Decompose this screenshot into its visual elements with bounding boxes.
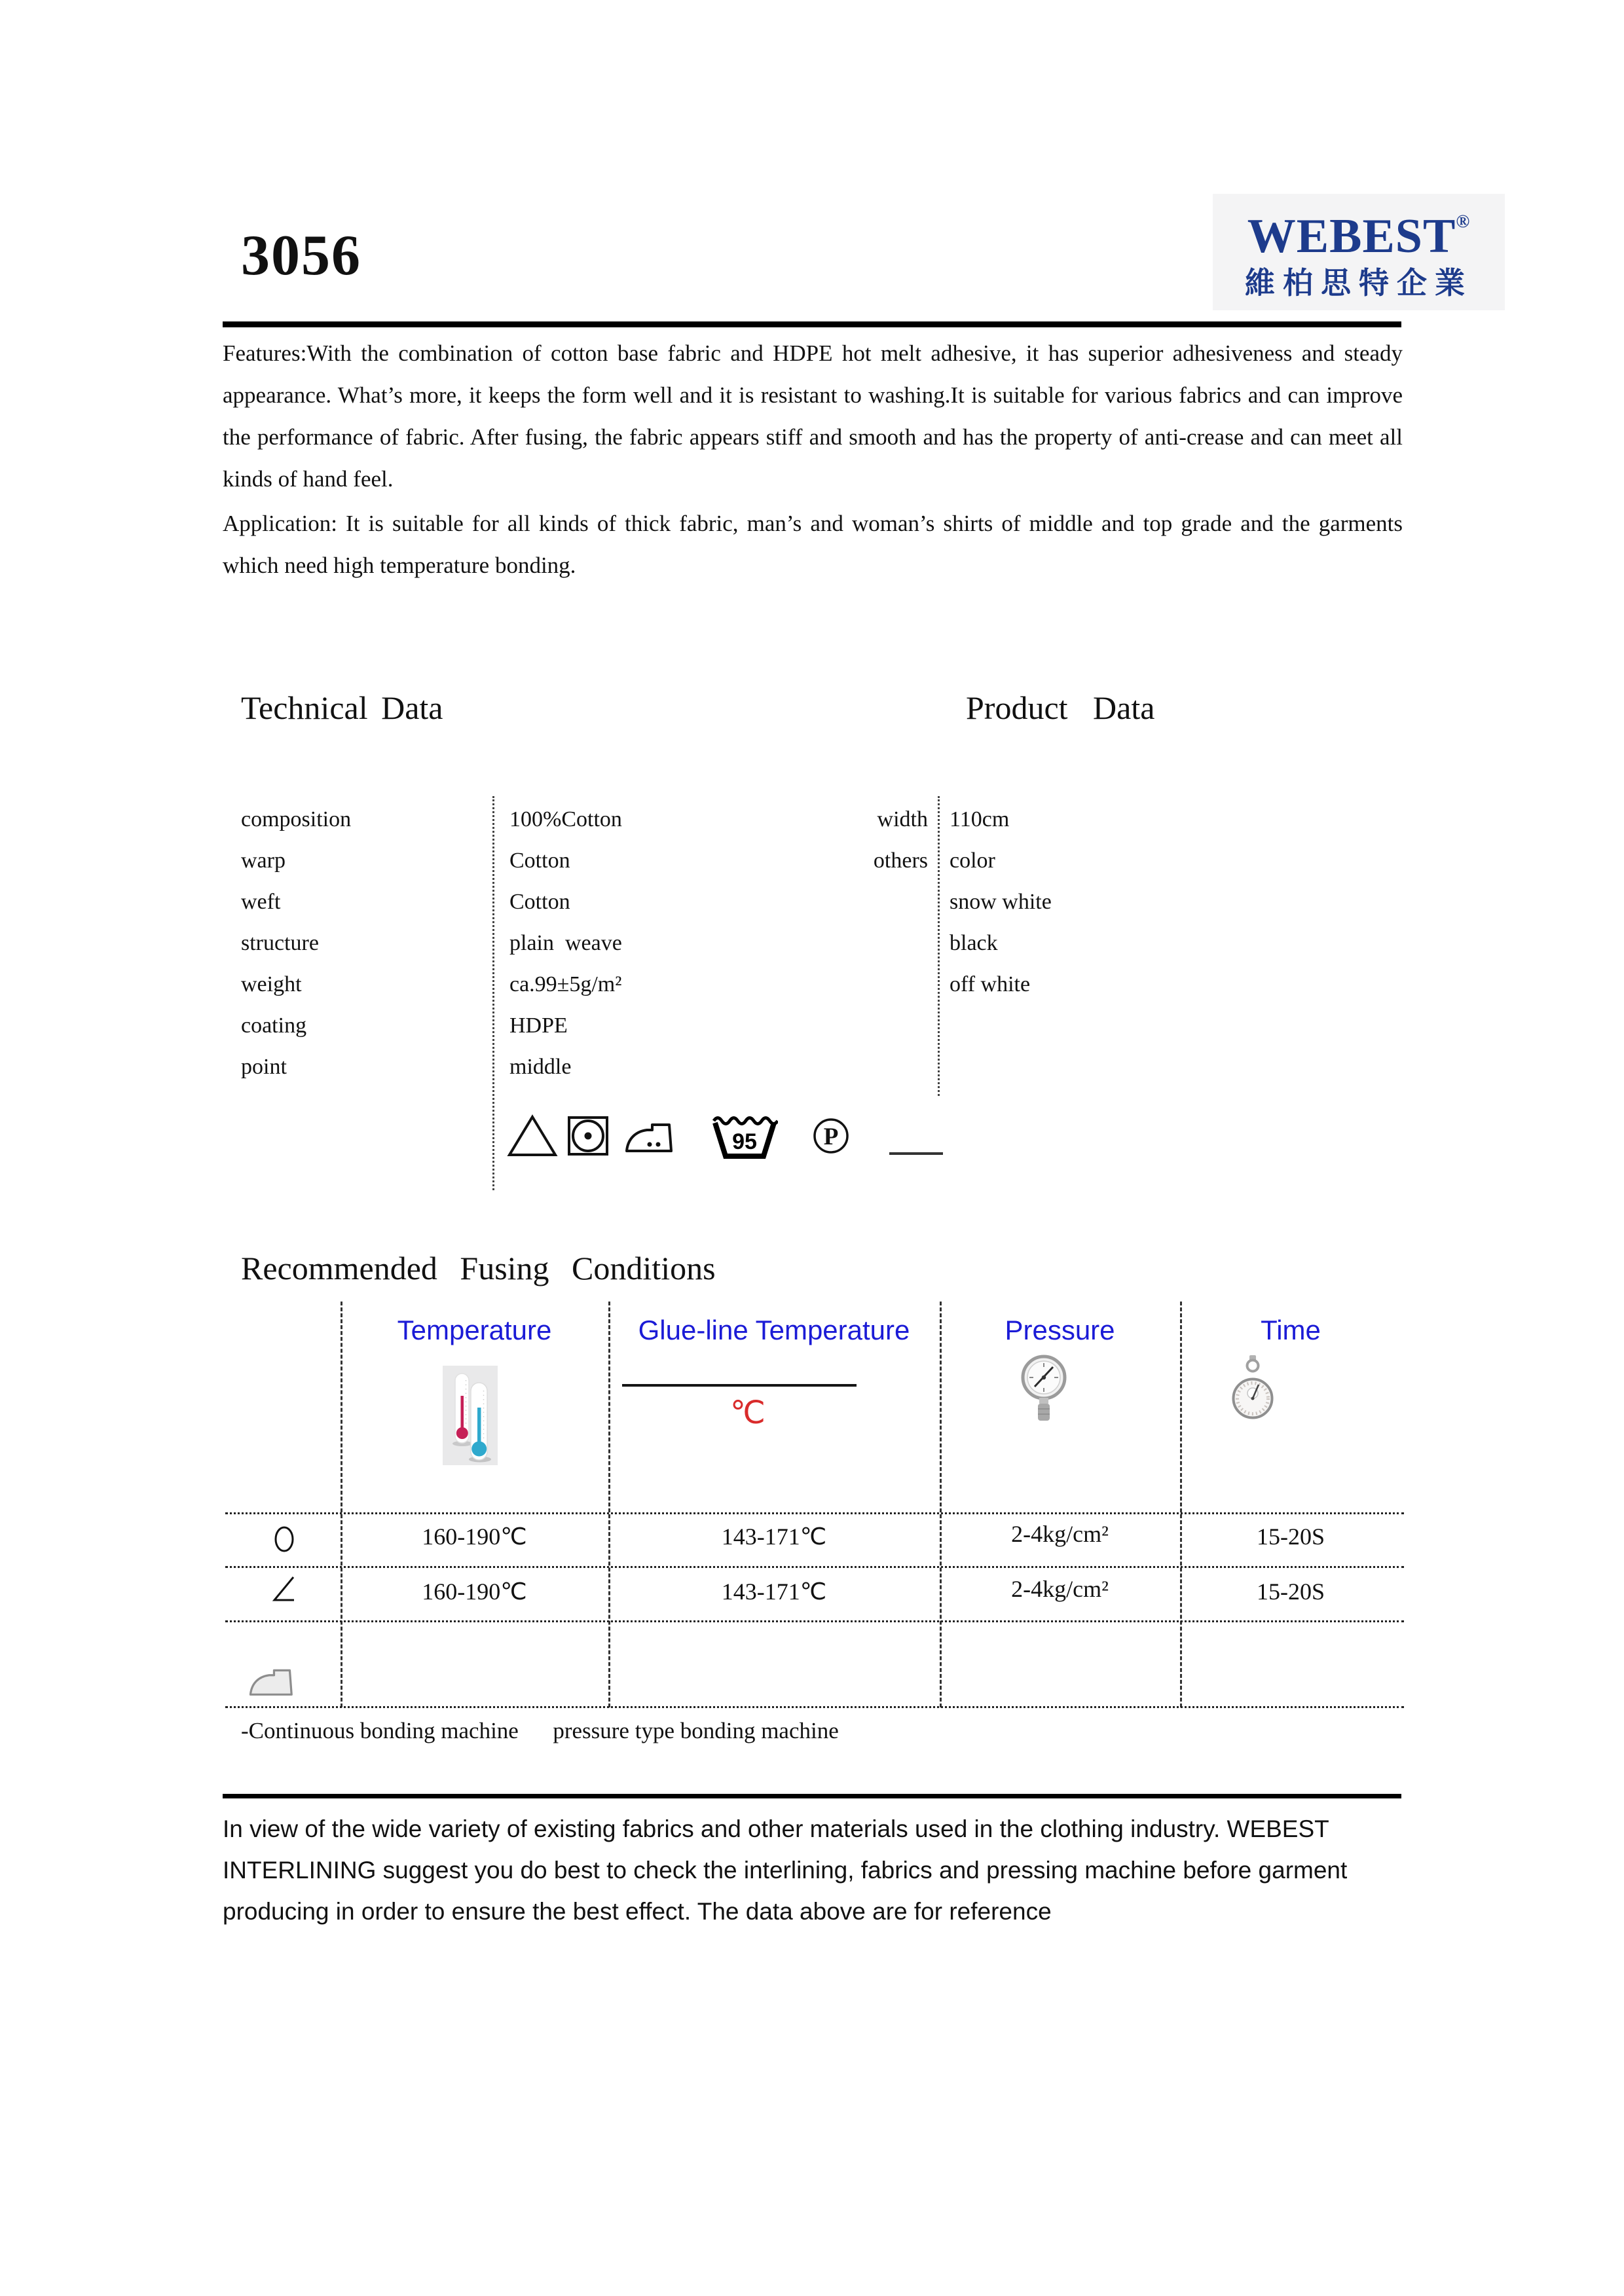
product-value-off-white: off white [950, 972, 1031, 996]
col-header-temperature: Temperature [397, 1315, 552, 1345]
row-symbol-iron-icon [246, 1662, 293, 1701]
row-symbol-angle-icon [270, 1574, 299, 1603]
wash-temperature: 95 [732, 1129, 757, 1154]
tech-row-weight [241, 972, 1400, 997]
fusing-footnote: -Continuous bonding machine pressure type bonding machine [241, 1718, 839, 1743]
width-label: width [877, 807, 928, 831]
thermometer-icon [443, 1366, 498, 1465]
tech-label: weft [241, 890, 281, 914]
tech-value: middle [509, 1055, 572, 1079]
cell-time-row2: 15-20S [1256, 1578, 1325, 1605]
dry-clean-letter: P [823, 1123, 839, 1150]
fusing-col-divider-2 [608, 1302, 610, 1707]
fusing-row-divider-1 [225, 1512, 1404, 1514]
cell-glue-line-row2: 143-171℃ [721, 1578, 827, 1605]
tech-value: 100%Cotton [509, 807, 622, 831]
cell-time-row1: 15-20S [1256, 1523, 1325, 1550]
tech-value: HDPE [509, 1013, 568, 1038]
glue-line-underline [622, 1384, 857, 1387]
application-paragraph: Application: It is suitable for all kinds of thick fabric, man’s and woman’s shirts of middle and top grade and the garments which need high temperature bonding. [223, 511, 1403, 578]
product-data-title: Product Data [966, 689, 1155, 726]
product-value-black: black [950, 931, 998, 955]
others-label: others [873, 848, 928, 873]
fusing-col-divider-3 [940, 1302, 942, 1707]
tech-row-weft [241, 890, 1400, 915]
dry-clean-p-icon [812, 1117, 850, 1155]
cell-temperature-row1: 160-190℃ [422, 1523, 527, 1550]
wash-95-icon [711, 1112, 778, 1160]
product-value-width: 110cm [950, 807, 1010, 831]
col-header-glue-line-temperature: Glue-line Temperature [638, 1315, 910, 1345]
tech-row-structure [241, 931, 1400, 956]
fusing-row-divider-3 [225, 1620, 1404, 1622]
tech-value: Cotton [509, 848, 570, 873]
brand-wordmark [1213, 194, 1505, 264]
registered-mark-icon: ® [1456, 211, 1471, 232]
celsius-unit: ℃ [730, 1396, 766, 1430]
cell-temperature-row2: 160-190℃ [422, 1578, 527, 1605]
col-header-time: Time [1261, 1315, 1321, 1345]
tech-row-point [241, 1055, 1400, 1080]
tech-value: Cotton [509, 890, 570, 914]
iron-icon [622, 1117, 673, 1156]
header-rule [223, 321, 1401, 327]
tech-value: ca.99±5g/m² [509, 972, 622, 996]
tech-label: warp [241, 848, 286, 873]
brand-logo [1213, 194, 1505, 310]
tech-label: structure [241, 931, 319, 955]
tech-row-coating [241, 1013, 1400, 1038]
product-value-color-label: color [950, 848, 995, 873]
tech-label: point [241, 1055, 287, 1079]
product-code-title: 3056 [241, 224, 361, 287]
pressure-gauge-icon [1020, 1350, 1067, 1431]
underline-mark-icon [889, 1152, 943, 1155]
bleach-triangle-icon [507, 1114, 558, 1157]
brand-chinese-name: 維柏思特企業 [1245, 266, 1473, 300]
cell-pressure-row1: 2-4kg/cm² [1011, 1521, 1109, 1547]
tech-label: coating [241, 1013, 307, 1038]
tumble-dry-icon [567, 1116, 609, 1156]
footer-rule [223, 1794, 1401, 1798]
fusing-conditions-title: Recommended Fusing Conditions [241, 1250, 716, 1286]
fusing-row-divider-4 [225, 1706, 1404, 1708]
stopwatch-icon [1231, 1355, 1274, 1430]
technical-data-title: Technical Data [241, 689, 443, 726]
tech-label: composition [241, 807, 352, 831]
footer-note: In view of the wide variety of existing fabrics and other materials used in the clothing industry. WEBEST INTERLINING suggest you do best to check the interlining, fabrics and pressing machine before garment producing in order to ensure the best effect. The data above are for reference [223, 1815, 1348, 1925]
col-header-pressure: Pressure [1005, 1315, 1115, 1345]
cell-glue-line-row1: 143-171℃ [721, 1523, 827, 1550]
tech-label: weight [241, 972, 302, 996]
fusing-col-divider-4 [1180, 1302, 1182, 1707]
features-paragraph: Features:With the combination of cotton base fabric and HDPE hot melt adhesive, it has superior adhesiveness and steady appearance. What’s more, it keeps the form well and it is resistant to washing.It is suitable for various fabrics and can improve the performance of fabric. After fusing, the fabric appears stiff and smooth and has the property of anti-crease and can meet all kinds of hand feel. [223, 340, 1403, 492]
brand-name: WEBEST [1247, 210, 1456, 263]
fusing-row-divider-2 [225, 1566, 1404, 1568]
product-value-snow-white: snow white [950, 890, 1052, 914]
cell-pressure-row2: 2-4kg/cm² [1011, 1576, 1109, 1602]
tech-value: plain weave [509, 931, 622, 955]
fusing-col-divider-1 [341, 1302, 342, 1707]
row-symbol-circle-icon [274, 1525, 295, 1553]
